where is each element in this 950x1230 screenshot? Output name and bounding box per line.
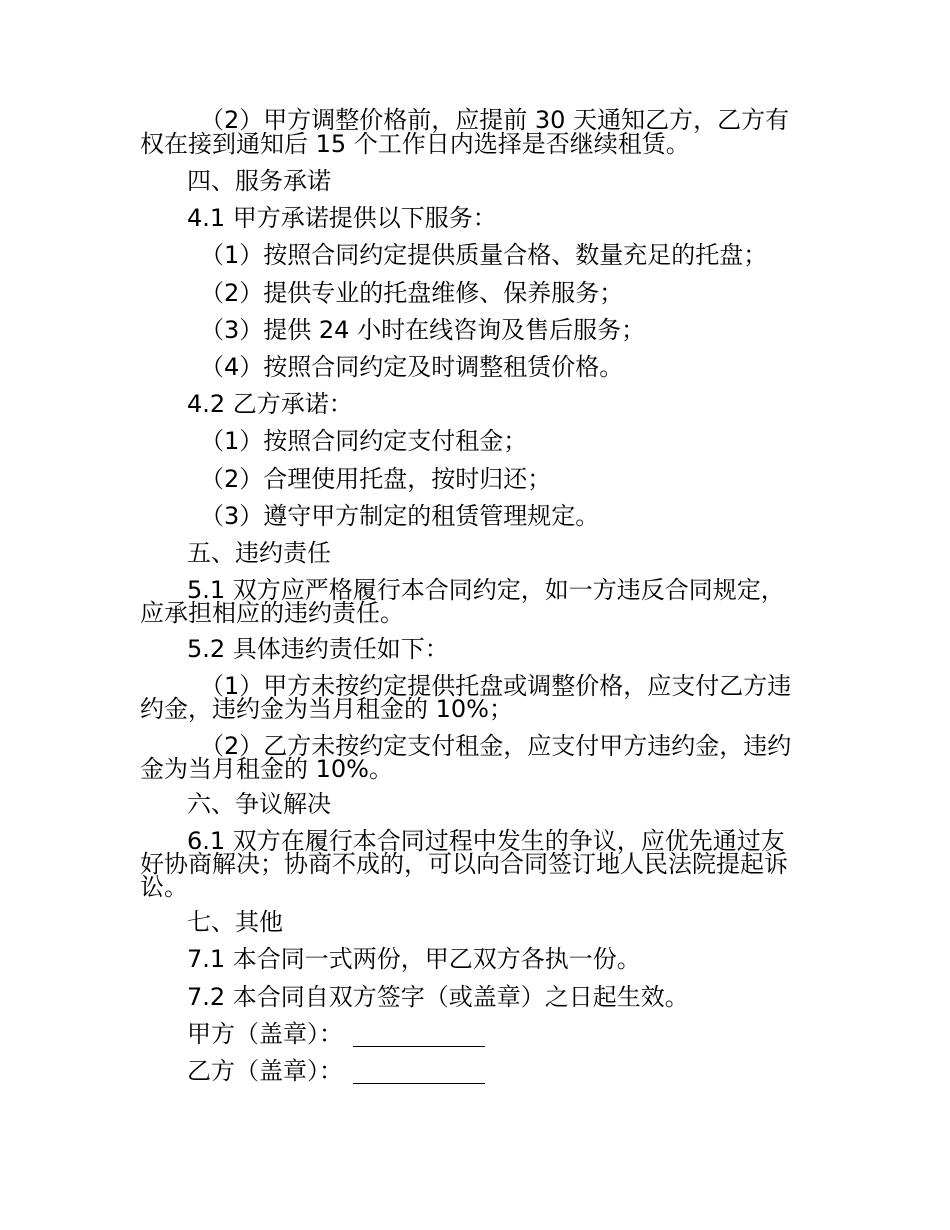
paragraph-line: （2）甲方调整价格前，应提前 30 天通知乙方，乙方有 <box>200 106 790 134</box>
list-item: （4）按照合同约定及时调整租赁价格。 <box>200 353 624 381</box>
paragraph-line: 7.1 本合同一式两份，甲乙双方各执一份。 <box>187 945 641 973</box>
list-item: （3）提供 24 小时在线咨询及售后服务； <box>200 316 646 344</box>
paragraph-line: 金为当月租金的 10%。 <box>140 755 393 783</box>
paragraph-line: 应承担相应的违约责任。 <box>140 599 404 627</box>
list-item: （3）遵守甲方制定的租赁管理规定。 <box>200 502 600 530</box>
paragraph-line: 6.1 双方在履行本合同过程中发生的争议，应优先通过友 <box>187 827 785 855</box>
list-item: （1）按照合同约定支付租金； <box>200 427 528 455</box>
list-item: （1）甲方未按约定提供托盘或调整价格，应支付乙方违 <box>200 672 792 700</box>
section-heading: 五、违约责任 <box>187 539 331 567</box>
signature-blank <box>353 1024 485 1047</box>
signature-line-party-a <box>187 1021 485 1047</box>
paragraph-line: 权在接到通知后 15 个工作日内选择是否继续租赁。 <box>140 130 690 158</box>
paragraph-line: 好协商解决；协商不成的，可以向合同签订地人民法院提起诉 <box>140 850 788 878</box>
clause-heading: 4.2 乙方承诺： <box>187 390 353 418</box>
section-heading: 七、其他 <box>187 908 283 936</box>
paragraph-line: 7.2 本合同自双方签字（或盖章）之日起生效。 <box>187 983 689 1011</box>
signature-blank <box>353 1061 485 1084</box>
signature-label: 甲方（盖章）： <box>187 1020 343 1048</box>
paragraph-line: 5.1 双方应严格履行本合同约定，如一方违反合同规定， <box>187 576 785 604</box>
list-item: （2）提供专业的托盘维修、保养服务； <box>200 279 624 307</box>
paragraph-line: 讼。 <box>140 873 188 901</box>
paragraph-line: 约金，违约金为当月租金的 10%； <box>140 695 513 723</box>
signature-label: 乙方（盖章）： <box>187 1057 343 1085</box>
clause-heading: 5.2 具体违约责任如下： <box>187 635 449 663</box>
clause-heading: 4.1 甲方承诺提供以下服务： <box>187 204 497 232</box>
signature-line-party-b <box>187 1058 485 1084</box>
list-item: （1）按照合同约定提供质量合格、数量充足的托盘； <box>200 241 768 269</box>
section-heading: 四、服务承诺 <box>187 167 331 195</box>
section-heading: 六、争议解决 <box>187 790 331 818</box>
list-item: （2）乙方未按约定支付租金，应支付甲方违约金，违约 <box>200 732 792 760</box>
list-item: （2）合理使用托盘，按时归还； <box>200 465 552 493</box>
